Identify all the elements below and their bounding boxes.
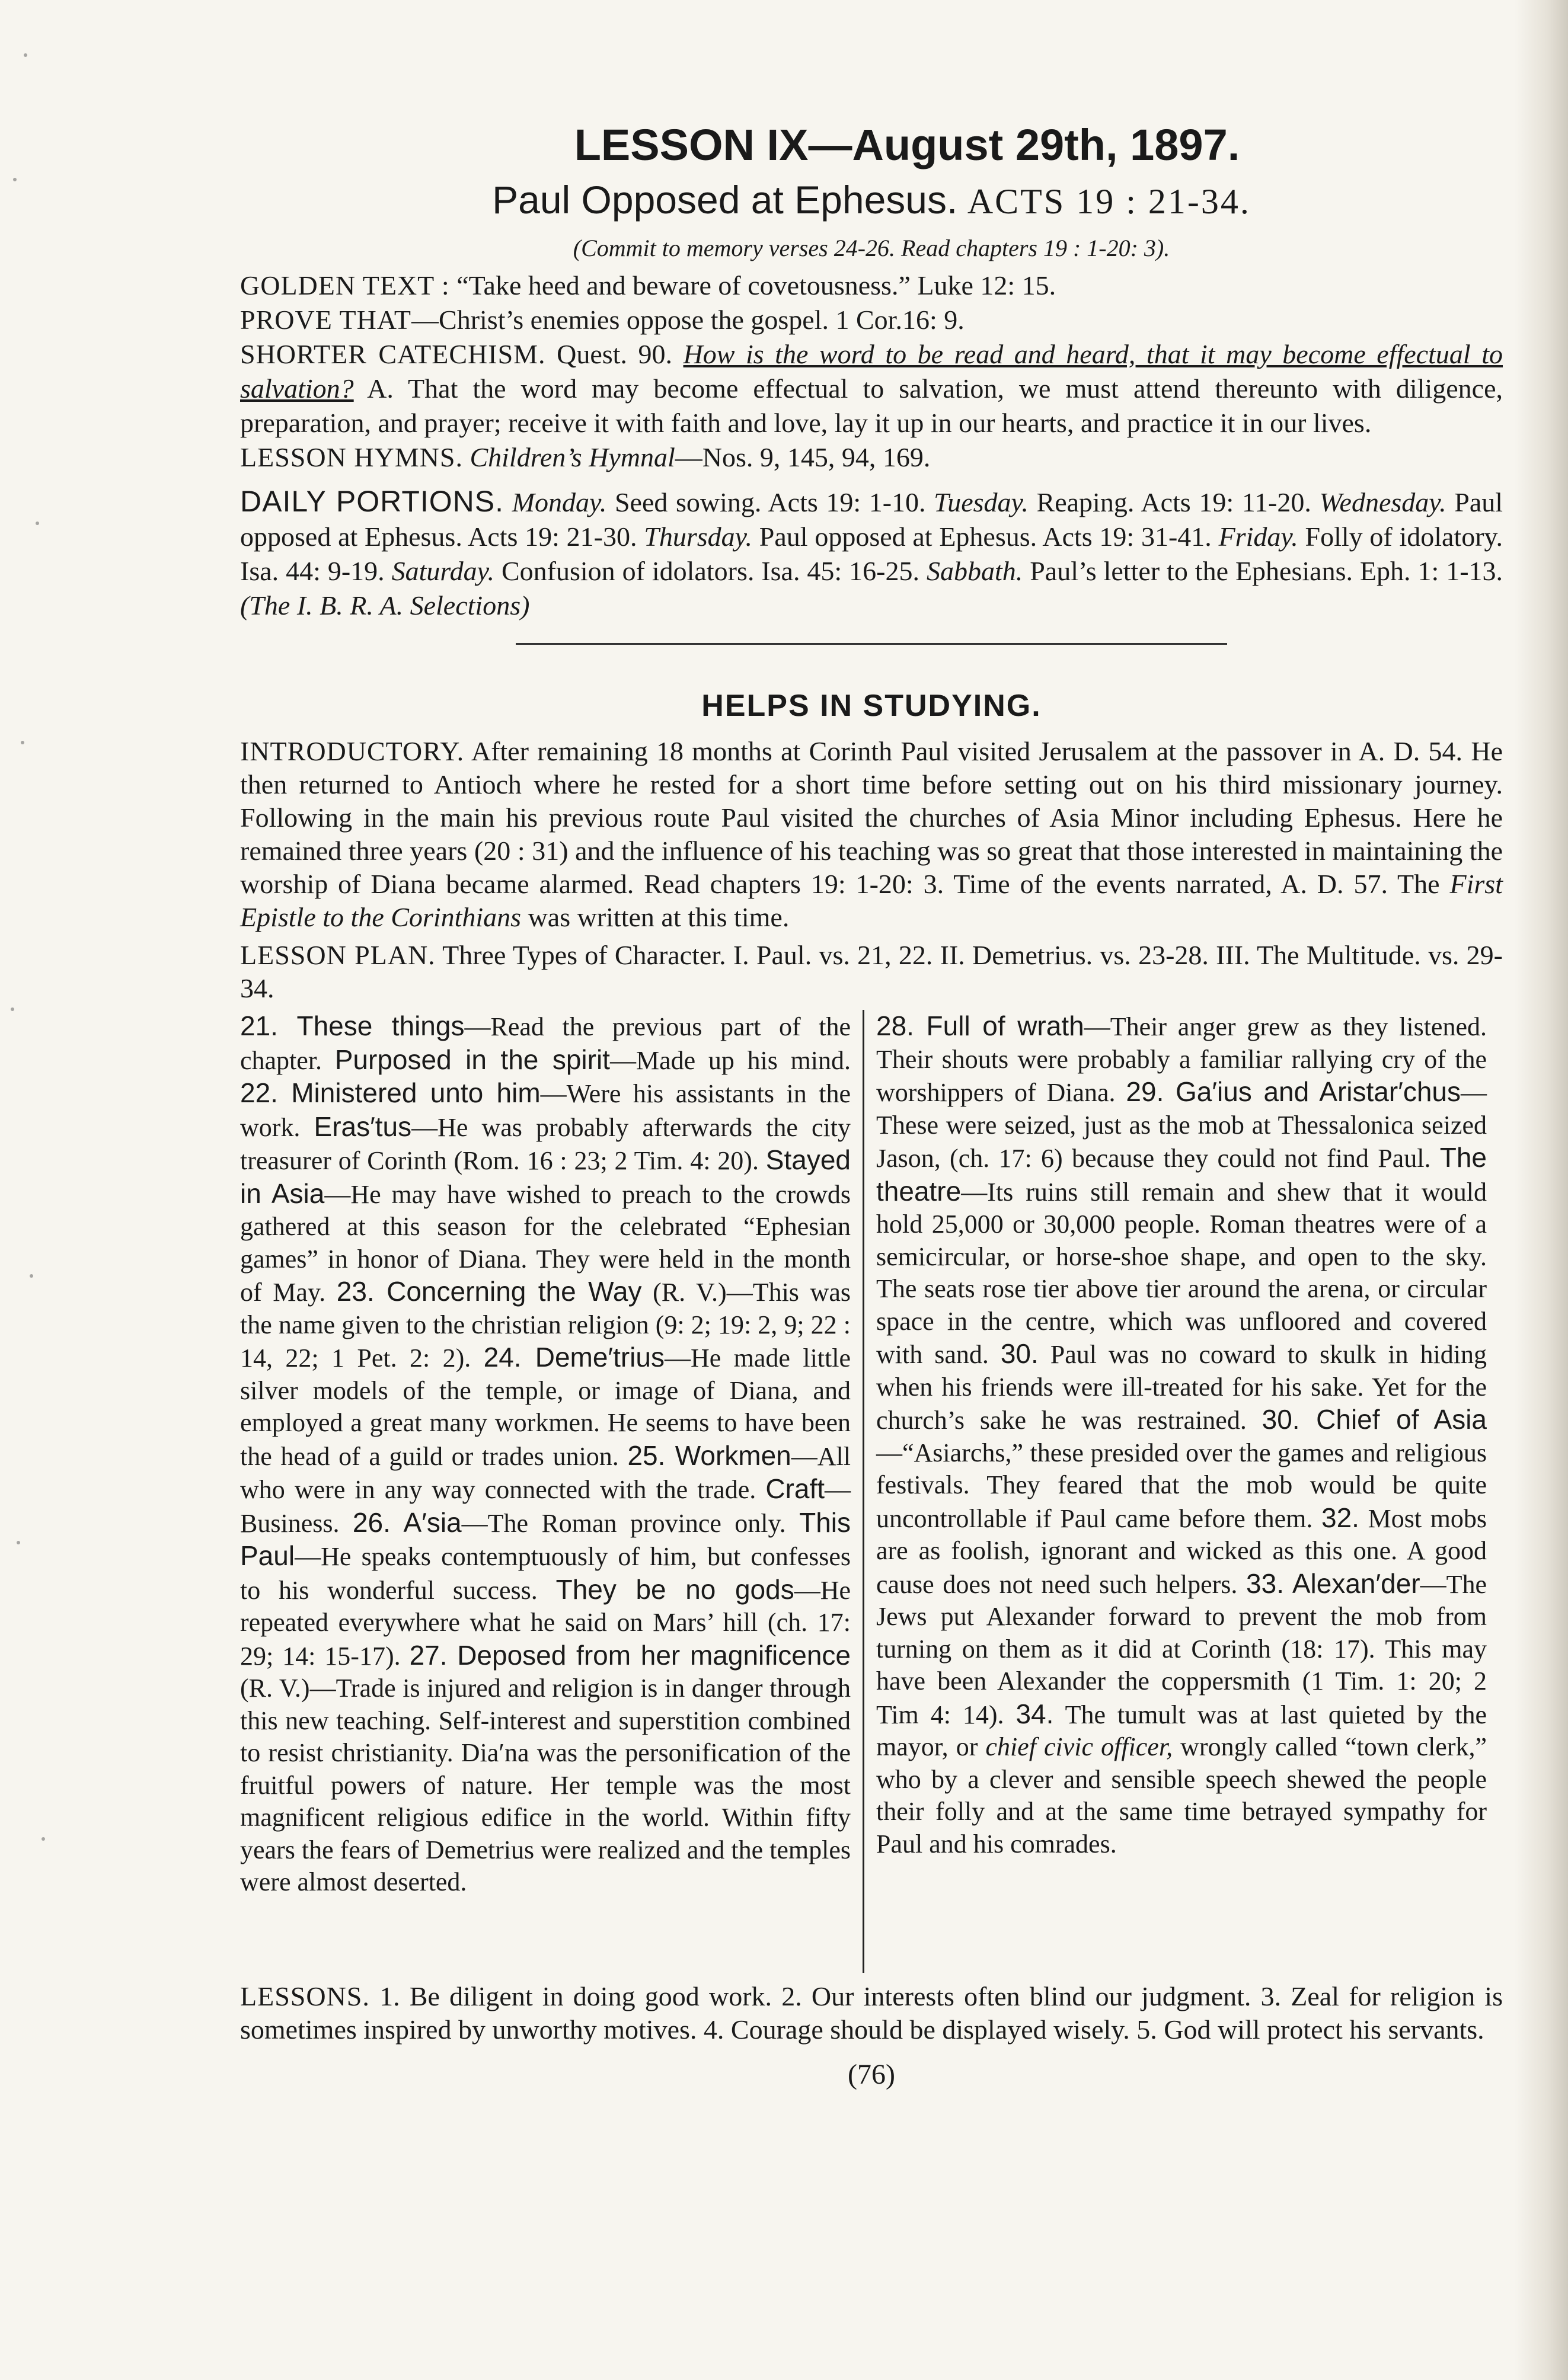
daily-reading: Paul’s letter to the Ephesians. Eph. 1: 1-13.	[1030, 556, 1503, 586]
note-heading: 34.	[1015, 1698, 1054, 1729]
introductory-text-end: was written at this time.	[528, 902, 790, 932]
note-heading: 22. Ministered unto him	[240, 1077, 541, 1108]
note-heading: 27. Deposed from her magnificence	[409, 1639, 851, 1671]
catechism-label: SHORTER CATECHISM.	[240, 339, 546, 369]
note-text: wrongly called “town clerk,” who by a clever and sensible speech shewed the people their folly and at the same time betrayed sympathy for Paul and his comrades.	[876, 1732, 1487, 1858]
lesson-content	[240, 119, 1503, 2091]
note-text: (R. V.)—This was the name given to the christian religion (9: 2; 19: 2, 9; 22 : 14, 22; 1 Pet. 2: 2).	[240, 1278, 851, 1373]
note-heading: 30.	[1000, 1338, 1039, 1369]
note-text: —Were his assistants in the work.	[240, 1079, 851, 1142]
daily-day: Friday.	[1218, 522, 1298, 552]
lesson-plan-label: LESSON PLAN.	[240, 940, 436, 970]
note-text: —Made up his mind.	[609, 1045, 851, 1075]
note-heading: 30. Chief of Asia	[1262, 1404, 1487, 1435]
note-text: —The Roman province only.	[461, 1508, 786, 1538]
note-text-emphasis: chief civic officer,	[985, 1732, 1173, 1761]
speck	[30, 1274, 33, 1278]
note-text: —These were seized, just as the mob at Thessalonica seized Jason, (ch. 17: 6) because they could not find Paul.	[876, 1078, 1487, 1173]
note-heading: Purposed in the spirit	[334, 1044, 610, 1075]
prove-that-label: PROVE THAT	[240, 305, 412, 335]
catechism-question: How is the word to be read and heard, that it may become effectual to salvation?	[240, 339, 1503, 404]
lesson-hymns	[240, 440, 1503, 475]
daily-day: Saturday.	[391, 556, 494, 586]
golden-text	[240, 268, 1503, 303]
note-text: —He repeated everywhere what he said on Mars’ hill (ch. 17: 29; 14: 15-17).	[240, 1575, 851, 1671]
introductory-text: After remaining 18 months at Corinth Paul visited Jerusalem at the passover in A. D. 54. He then returned to Antioch where he rested for a short time before setting out on his third missionary journey. Following in the main his previous route Paul visited the churches of Asia Minor including Ephesus. Here he remained three years (20 : 31) and the influence of his teaching was so great that those interested in maintaining the worship of Diana became alarmed. Read chapters 19: 1-20: 3. Time of the events narrated, A. D. 57. The	[240, 736, 1503, 899]
note-heading: The theatre	[876, 1142, 1487, 1207]
epistle-title: First Epistle to the Corinthians	[240, 869, 1503, 932]
divider	[516, 643, 1227, 645]
note-text: (R. V.)—Trade is injured and religion is in danger through this new teaching. Self-interest and superstition combined to resist christianity. Dia′na was the personification of the fruitful powers of nature. Her temple was the most magnificent religious edifice in the world. Within fifty years the fears of Demetrius were realized and the temples were almost deserted.	[240, 1674, 851, 1896]
hymns-book: Children’s Hymnal	[470, 442, 675, 472]
speck	[17, 1541, 20, 1544]
note-text: —Business.	[240, 1475, 851, 1538]
speck	[11, 1007, 14, 1011]
note-heading: Stayed in Asia	[240, 1144, 851, 1209]
daily-reading: Seed sowing. Acts 19: 1-10.	[614, 487, 926, 517]
note-heading: 26. A′sia	[352, 1506, 462, 1538]
note-text: —He may have wished to preach to the crowds gathered at this season for the celebrated “Ephesian games” in honor of Diana. They were held in the month of May.	[240, 1179, 851, 1307]
note-heading: 32.	[1321, 1502, 1359, 1533]
daily-portions	[240, 484, 1503, 623]
note-heading: 33. Alexan′der	[1246, 1568, 1420, 1599]
subject-title: Paul Opposed at Ephesus.	[492, 178, 958, 222]
note-text: The tumult was at last quieted by the mayor, or	[876, 1700, 1487, 1761]
lessons-label: LESSONS.	[240, 1981, 370, 2011]
note-heading: 21. These things	[240, 1010, 465, 1041]
note-text: —He made little silver models of the temple, or image of Diana, and employed a great many workmen. He seems to have been the head of a guild or trades union.	[240, 1343, 851, 1471]
note-heading: Craft	[765, 1473, 825, 1504]
notes-column-left	[240, 1010, 864, 1973]
memory-note: (Commit to memory verses 24-26. Read chapters 19 : 1-20: 3).	[573, 235, 1170, 261]
prove-that	[240, 303, 1503, 337]
notes-column-right	[864, 1010, 1487, 1973]
note-text: —Its ruins still remain and shew that it would hold 25,000 or 30,000 people. Roman theatres were of a semicircular, or horse-shoe shape, and open to the sky. The seats rose tier above tier around the arena, or circular space in the centre, which was unfloored and covered with sand.	[876, 1177, 1487, 1369]
daily-reading: Paul opposed at Ephesus. Acts 19: 31-41.	[759, 522, 1212, 552]
daily-reading: Confusion of idolators. Isa. 45: 16-25.	[501, 556, 919, 586]
speck	[24, 53, 27, 57]
note-heading: 25. Workmen	[627, 1439, 791, 1471]
lesson-plan-text: Three Types of Character. I. Paul. vs. 21, 22. II. Demetrius. vs. 23-28. III. The Multitude. vs. 29-34.	[240, 940, 1503, 1003]
note-heading: They be no gods	[555, 1573, 794, 1605]
daily-day: Monday.	[512, 487, 607, 517]
notes-columns	[240, 1010, 1503, 1973]
daily-reading: Paul opposed at Ephesus. Acts 19: 21-30.	[240, 487, 1503, 552]
daily-reading: Reaping. Acts 19: 11-20.	[1036, 487, 1311, 517]
catechism-quest: Quest. 90.	[557, 339, 672, 369]
speck	[21, 741, 24, 744]
note-text: —The Jews put Alexander forward to prevent the mob from turning on them as it did at Corinth (18: 17). This may have been Alexander the coppersmith (1 Tim. 1: 20; 2 Tim 4: 14).	[876, 1569, 1487, 1729]
golden-text-body: “Take heed and beware of covetousness.” Luke 12: 15.	[456, 270, 1056, 300]
prove-that-body: —Christ’s enemies oppose the gospel. 1 Cor.16: 9.	[411, 305, 965, 335]
note-heading: Eras′tus	[314, 1111, 412, 1142]
golden-text-label: GOLDEN TEXT :	[240, 270, 450, 300]
daily-day: Thursday.	[644, 522, 753, 552]
note-text: —All who were in any way connected with the trade.	[240, 1441, 851, 1504]
note-text: —Their anger grew as they listened. Their shouts were probably a familiar rallying cry of the worshippers of Diana.	[876, 1012, 1487, 1107]
daily-heading: DAILY PORTIONS.	[240, 485, 504, 518]
scan-edge-right	[1515, 0, 1568, 2380]
introductory-label: INTRODUCTORY.	[240, 736, 465, 766]
daily-reading: Folly of idolatory. Isa. 44: 9-19.	[240, 522, 1503, 586]
hymns-numbers: —Nos. 9, 145, 94, 169.	[675, 442, 931, 472]
note-heading: This Paul	[240, 1506, 851, 1571]
note-text: —He was probably afterwards the city treasurer of Corinth (Rom. 16 : 23; 2 Tim. 4: 20).	[240, 1112, 851, 1175]
lessons-summary	[240, 1980, 1503, 2046]
lesson-title: LESSON IX—August 29th, 1897.	[574, 120, 1240, 169]
lesson-subject	[240, 175, 1503, 226]
speck	[13, 178, 17, 181]
scripture-reference: ACTS 19 : 21-34.	[967, 182, 1251, 221]
hymns-label: LESSON HYMNS.	[240, 442, 463, 472]
lesson-plan	[240, 939, 1503, 1005]
scan-margin-left	[0, 0, 71, 2380]
introductory-paragraph	[240, 735, 1503, 934]
speck	[41, 1837, 45, 1841]
page-number: (76)	[848, 2059, 895, 2090]
note-heading: 29. Ga′ius and Aristar′chus	[1126, 1076, 1461, 1107]
daily-day: Wednesday.	[1319, 487, 1446, 517]
daily-selections: (The I. B. R. A. Selections)	[240, 590, 530, 620]
speck	[36, 522, 39, 525]
note-text: —He speaks contemptuously of him, but confesses to his wonderful success.	[240, 1542, 851, 1605]
daily-day: Tuesday.	[934, 487, 1029, 517]
daily-day: Sabbath.	[926, 556, 1023, 586]
note-text: —Read the previous part of the chapter.	[240, 1012, 851, 1075]
shorter-catechism	[240, 337, 1503, 440]
catechism-answer: A. That the word may become effectual to salvation, we must attend thereunto with diligence, preparation, and prayer; receive it with faith and love, lay it up in our hearts, and practice it in our lives.	[240, 373, 1503, 438]
helps-heading: HELPS IN STUDYING.	[701, 689, 1042, 723]
note-heading: 28. Full of wrath	[876, 1010, 1084, 1041]
note-text: Paul was no coward to skulk in hiding when his friends were ill-treated for his sake. Yet for the church’s sake he was restrained.	[876, 1340, 1487, 1435]
note-heading: 24. Deme′trius	[483, 1342, 665, 1373]
note-heading: 23. Concerning the Way	[336, 1276, 642, 1307]
lessons-text: 1. Be diligent in doing good work. 2. Our interests often blind our judgment. 3. Zeal for religion is sometimes inspired by unworthy motives. 4. Courage should be displayed wisely. 5. God will protect his servants.	[240, 1981, 1503, 2045]
note-text: —“Asiarchs,” these presided over the games and religious festivals. They feared that the mob would be quite uncontrollable if Paul came before them.	[876, 1438, 1487, 1533]
note-text: Most mobs are as foolish, ignorant and wicked as this one. A good cause does not need such helpers.	[876, 1504, 1487, 1599]
